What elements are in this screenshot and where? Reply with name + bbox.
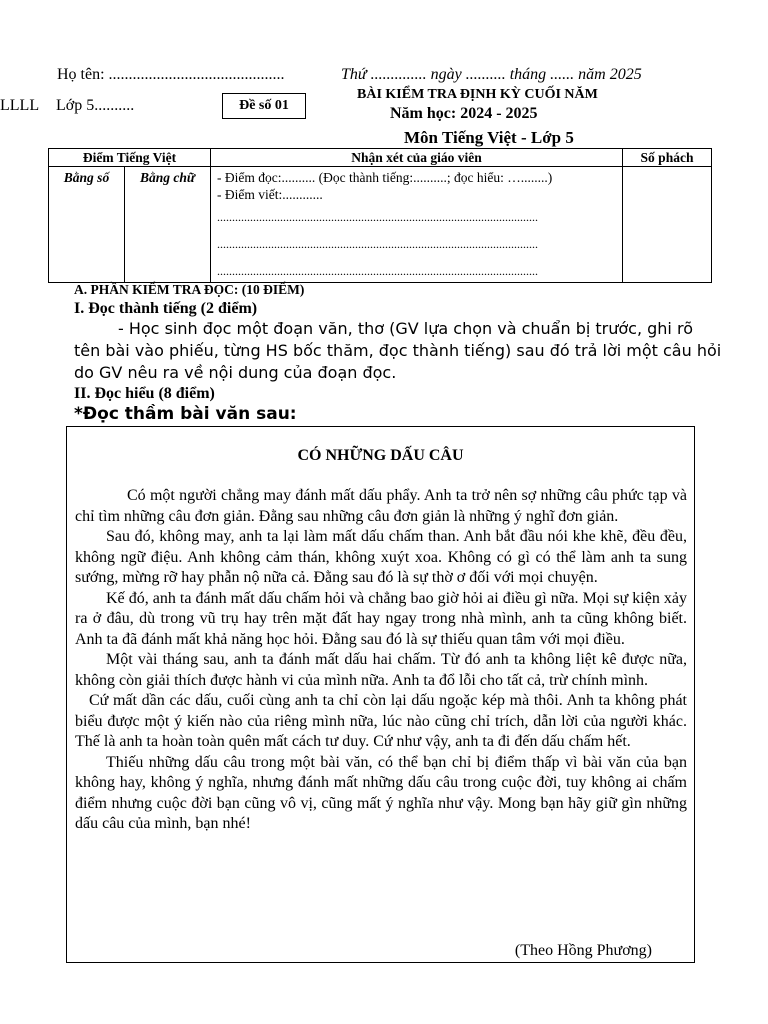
passage-paragraph: Thiếu những dấu câu trong một bài văn, có thể bạn chỉ bị điểm thấp vì bài văn của bạn không hay, không ý nghĩa, nhưng đánh mất những dấu câu trong cuộc đời, tuy không ai chấm điểm nhưng cuộc đời bạn cũng vô vị, cũng mất ý nghĩa như vậy. Mong bạn hãy giữ gìn những dấu câu của mình, bạn nhé! — [75, 753, 687, 832]
header-comment: Nhận xét của giáo viên — [211, 149, 623, 167]
date-line: Thứ .............. ngày .......... tháng ...... năm 2025 — [341, 66, 642, 83]
section-1-instruction: - Học sinh đọc một đoạn văn, thơ (GV lựa chọn và chuẩn bị trước, ghi rõ tên bài vào phiếu, từng HS bốc thăm, đọc thành tiếng) sau đó trả lời một câu hỏi do GV nêu ra về nội dung của đoạn đọc. — [74, 319, 722, 382]
header-id: Số phách — [623, 149, 712, 167]
passage-source: (Theo Hồng Phương) — [514, 942, 652, 959]
passage-paragraph: Sau đó, không may, anh ta lại làm mất dấu chấm than. Anh bắt đầu nói khe khẽ, đều đều, không ngữ điệu. Anh không cảm thán, không xuýt xoa. Không có gì có thể làm anh ta sung sướng, mừng rỡ hay phẫn nộ nữa cả. Đằng sau đó là sự thờ ơ đối với mọi chuyện. — [75, 528, 687, 586]
school-year: Năm học: 2024 - 2025 — [390, 105, 538, 122]
passage-title: CÓ NHỮNG DẤU CÂU — [297, 447, 464, 464]
reading-score-line: - Điểm đọc:.......... (Đọc thành tiếng:..........; đọc hiểu: …........) — [217, 170, 553, 185]
header-score: Điểm Tiếng Việt — [49, 149, 211, 167]
comment-dotted-line: ........................................................................................................... — [217, 210, 538, 224]
teacher-comment-cell — [211, 167, 623, 283]
id-cell — [623, 167, 712, 283]
class-field: Lớp 5.......... — [56, 97, 135, 114]
score-by-words: Bằng chữ — [125, 167, 211, 283]
grading-table — [48, 148, 712, 283]
section-1-heading: I. Đọc thành tiếng (2 điểm) — [74, 300, 258, 317]
exam-title: BÀI KIỂM TRA ĐỊNH KỲ CUỐI NĂM — [357, 87, 598, 102]
exam-code-box: Đề số 01 — [222, 93, 306, 119]
comment-dotted-line: ........................................................................................................... — [217, 237, 538, 251]
section-2-heading: II. Đọc hiểu (8 điểm) — [74, 385, 215, 402]
score-by-number: Bằng số — [49, 167, 125, 283]
writing-score-line: - Điểm viết:............ — [217, 187, 323, 202]
passage-paragraph: Kế đó, anh ta đánh mất dấu chấm hỏi và chẳng bao giờ hỏi ai điều gì nữa. Mọi sự kiện xảy ra ở đâu, dù trong vũ trụ hay trên mặt đất hay ngay trong nhà mình, anh ta cũng không biết. Anh ta đã đánh mất khả năng học hỏi. Đằng sau đó là sự thiếu quan tâm với mọi điều. — [75, 589, 687, 648]
read-prompt: *Đọc thầm bài văn sau: — [74, 404, 297, 424]
passage-paragraph: Một vài tháng sau, anh ta đánh mất dấu hai chấm. Từ đó anh ta không liệt kê được nữa, không còn giải thích được hành vi của mình nữa. Anh ta đổ lỗi cho tất cả, trừ chính mình. — [75, 651, 687, 689]
student-name-field: Họ tên: ............................................ — [57, 66, 285, 83]
subject-title: Môn Tiếng Việt - Lớp 5 — [404, 128, 574, 147]
passage-body — [75, 486, 687, 835]
passage-paragraph: Có một người chẳng may đánh mất dấu phẩy. Anh ta trở nên sợ những câu phức tạp và chỉ tìm những câu đơn giản. Đằng sau những câu đơn giản là những ý nghĩ đơn giản. — [75, 487, 687, 525]
section-a-heading: A. PHẦN KIỂM TRA ĐỌC: (10 ĐIỂM) — [74, 282, 305, 297]
stray-text: LLLL — [0, 97, 40, 114]
passage-paragraph: Cứ mất dần các dấu, cuối cùng anh ta chỉ còn lại dấu ngoặc kép mà thôi. Anh ta không phát biểu được một ý kiến nào của riêng mình nữa, lúc nào cũng chỉ trích, dẫn lời của người khác. Thế là anh ta hoàn toàn quên mất cách tư duy. Cứ như vậy, anh ta đi đến dấu chấm hết. — [75, 692, 687, 750]
comment-dotted-line: ........................................................................................................... — [217, 264, 538, 278]
passage-box — [66, 426, 695, 963]
